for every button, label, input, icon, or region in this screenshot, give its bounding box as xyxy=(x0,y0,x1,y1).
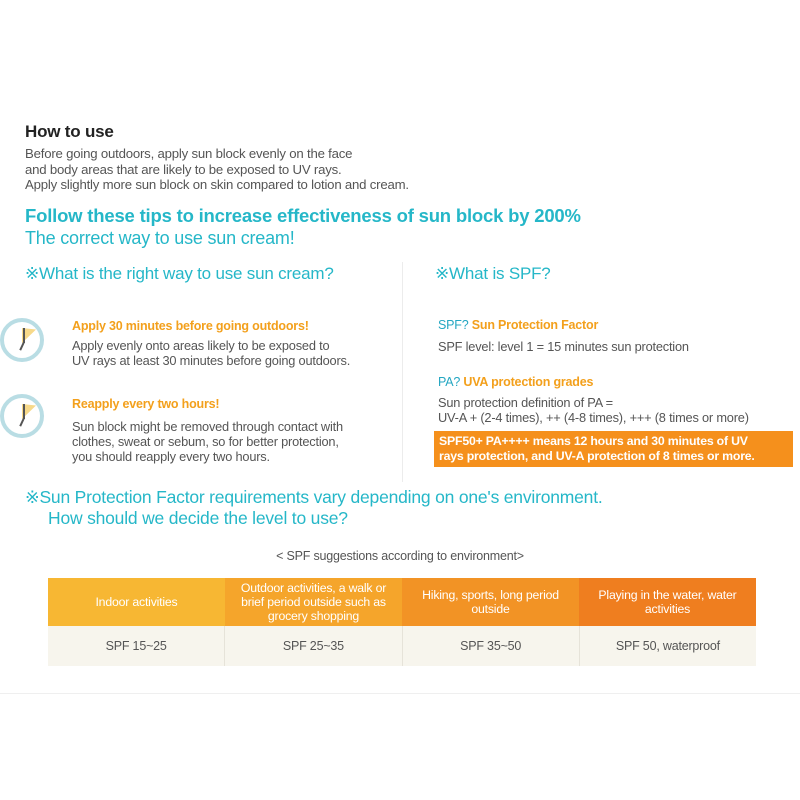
bottom-rule xyxy=(0,693,800,694)
tip-line: you should reapply every two hours. xyxy=(72,449,270,464)
how-to-use-line: Before going outdoors, apply sun block evenly on the face xyxy=(25,146,353,161)
tips-headline: Follow these tips to increase effectiveness of sun block by 200% xyxy=(25,205,581,226)
tip-body xyxy=(72,419,343,464)
spf-highlight-box xyxy=(434,431,793,467)
spf-table-caption: < SPF suggestions according to environment> xyxy=(276,549,524,563)
spf-table-value-cell: SPF 15~25 xyxy=(48,626,225,666)
pa-question: PA? xyxy=(438,375,461,389)
spf-table-value-cell: SPF 35~50 xyxy=(403,626,580,666)
spf-level: SPF level: level 1 = 15 minutes sun protection xyxy=(438,339,689,354)
tip-line: Apply evenly onto areas likely to be exposed to xyxy=(72,338,330,353)
spf-table-value-row xyxy=(48,626,756,666)
how-to-use-body xyxy=(25,146,409,193)
spf-table-value-cell: SPF 50, waterproof xyxy=(580,626,756,666)
spf-table xyxy=(48,578,756,666)
how-to-use-line: Apply slightly more sun block on skin compared to lotion and cream. xyxy=(25,177,409,192)
pa-answer: UVA protection grades xyxy=(463,375,594,389)
requirements-line-2: How should we decide the level to use? xyxy=(48,508,348,528)
pa-body xyxy=(438,396,749,425)
clock-icon xyxy=(0,394,44,438)
pa-definition xyxy=(438,375,593,389)
spf-table-header-cell: Hiking, sports, long period outside xyxy=(402,578,579,626)
spf-table-header-row xyxy=(48,578,756,626)
spf-table-header-cell: Outdoor activities, a walk or brief period outside such as grocery shopping xyxy=(225,578,402,626)
spf-definition xyxy=(438,318,598,332)
tip-line: UV rays at least 30 minutes before going outdoors. xyxy=(72,353,351,368)
pa-line: UV-A + (2-4 times), ++ (4-8 times), +++ (8 times or more) xyxy=(438,409,749,425)
pa-line: Sun protection definition of PA = xyxy=(438,395,613,410)
spf-table-value-cell: SPF 25~35 xyxy=(225,626,402,666)
how-to-use-line: and body areas that are likely to be exposed to UV rays. xyxy=(25,161,342,177)
tip-line: Sun block might be removed through contact with xyxy=(72,419,343,434)
spf-question: SPF? xyxy=(438,318,469,332)
spf-table-header-cell: Playing in the water, water activities xyxy=(579,578,756,626)
clock-icon xyxy=(0,318,44,362)
highlight-line: rays protection, and UV-A protection of 8 times or more. xyxy=(439,449,755,463)
section-divider xyxy=(402,262,403,482)
highlight-line: SPF50+ PA++++ means 12 hours and 30 minutes of UV xyxy=(439,434,748,448)
tip-line: clothes, sweat or sebum, so for better protection, xyxy=(72,434,339,449)
tip-heading: Apply 30 minutes before going outdoors! xyxy=(72,319,309,333)
right-way-title: ※What is the right way to use sun cream? xyxy=(25,264,334,283)
spf-answer: Sun Protection Factor xyxy=(471,318,599,332)
tips-subheadline: The correct way to use sun cream! xyxy=(25,228,295,248)
spf-table-header-cell: Indoor activities xyxy=(48,578,225,626)
tip-body xyxy=(72,338,350,368)
what-is-spf-title: ※What is SPF? xyxy=(435,264,551,283)
requirements-line-1: ※Sun Protection Factor requirements vary depending on one's environment. xyxy=(25,487,603,507)
tip-heading: Reapply every two hours! xyxy=(72,397,220,411)
how-to-use-title: How to use xyxy=(25,122,114,141)
